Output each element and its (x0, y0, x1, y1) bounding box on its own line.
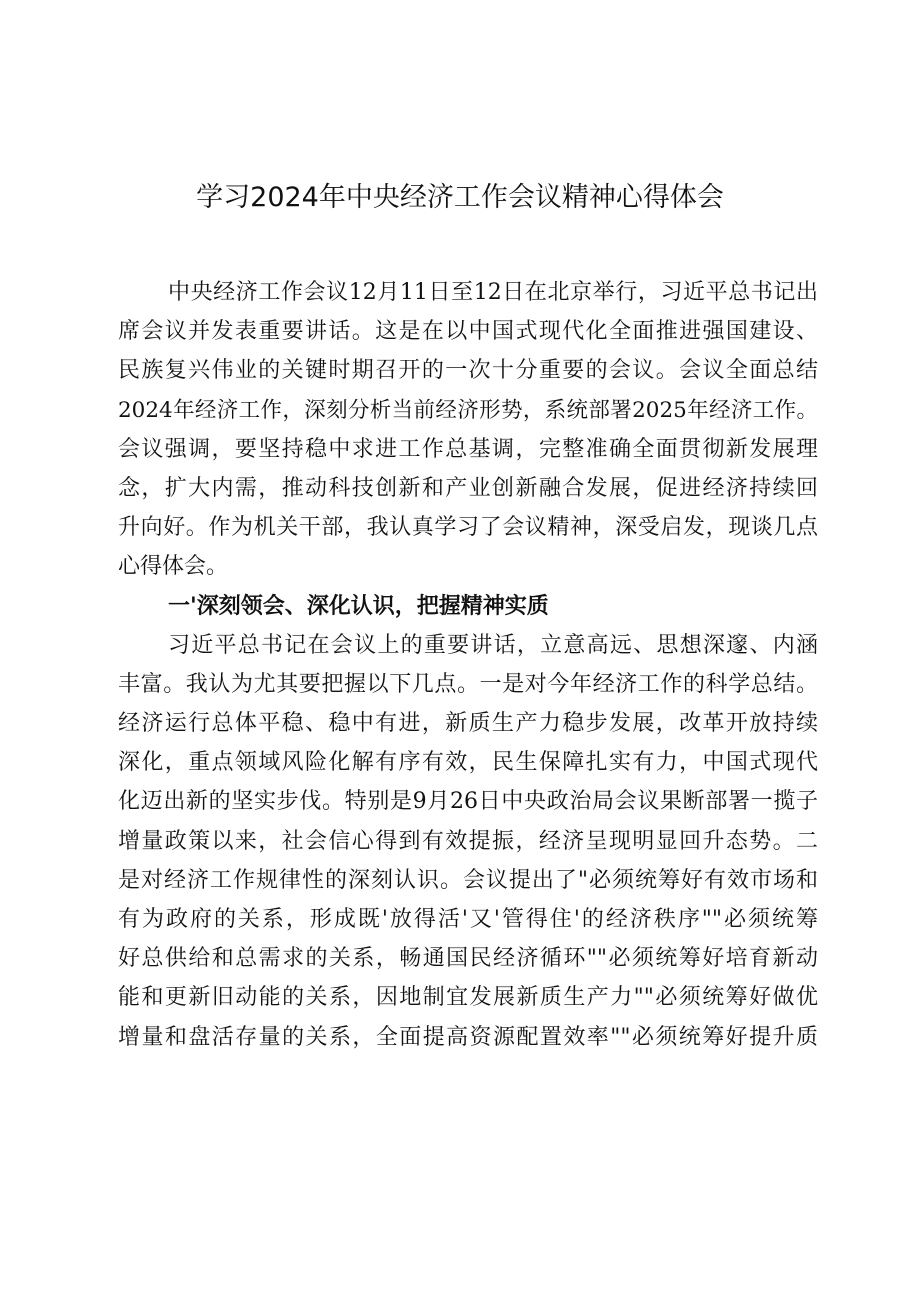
paragraph-line: 经济运行总体平稳、稳中有进，新质生产力稳步发展，改革开放持续 (118, 711, 818, 737)
paragraph-line: 深化，重点领域风险化解有序有效，民生保障扎实有力，中国式现代 (118, 750, 818, 776)
paragraph-line: 2024年经济工作，深刻分析当前经济形势，系统部署2025年经济工作。 (118, 397, 818, 423)
paragraph-line: 心得体会。 (118, 554, 229, 580)
paragraph-line: 丰富。我认为尤其要把握以下几点。一是对今年经济工作的科学总结。 (118, 671, 818, 697)
section-heading: 一'深刻领会、深化认识，把握精神实质 (168, 592, 549, 619)
paragraph-line: 是对经济工作规律性的深刻认识。会议提出了"必须统筹好有效市场和 (118, 867, 818, 893)
paragraph-line: 增量政策以来，社会信心得到有效提振，经济呈现明显回升态势。二 (118, 828, 818, 854)
paragraph-line: 升向好。作为机关干部，我认真学习了会议精神，深受启发，现谈几点 (118, 515, 818, 541)
paragraph-line: 席会议并发表重要讲话。这是在以中国式现代化全面推进强国建设、 (118, 319, 818, 345)
paragraph-line: 民族复兴伟业的关键时期召开的一次十分重要的会议。会议全面总结 (118, 358, 818, 384)
paragraph-line: 化迈出新的坚实步伐。特别是9月26日中央政治局会议果断部署一揽子 (118, 789, 818, 815)
paragraph-line: 增量和盘活存量的关系，全面提高资源配置效率""必须统筹好提升质 (118, 1024, 818, 1050)
paragraph-line: 习近平总书记在会议上的重要讲话，立意高远、思想深邃、内涵 (168, 632, 818, 658)
paragraph-line: 好总供给和总需求的关系，畅通国民经济循环""必须统筹好培育新动 (118, 946, 818, 972)
paragraph-line: 有为政府的关系，形成既'放得活'又'管得住'的经济秩序""必须统筹 (118, 907, 818, 932)
paragraph-line: 会议强调，要坚持稳中求进工作总基调，完整准确全面贯彻新发展理 (118, 436, 818, 462)
paragraph-line: 念，扩大内需，推动科技创新和产业创新融合发展，促进经济持续回 (118, 475, 818, 501)
paragraph-line: 能和更新旧动能的关系，因地制宜发展新质生产力""必须统筹好做优 (118, 985, 818, 1011)
document-title: 学习2024年中央经济工作会议精神心得体会 (196, 182, 724, 213)
paragraph-line: 中央经济工作会议12月11日至12日在北京举行，习近平总书记出 (168, 280, 818, 305)
document-body (118, 273, 818, 1057)
